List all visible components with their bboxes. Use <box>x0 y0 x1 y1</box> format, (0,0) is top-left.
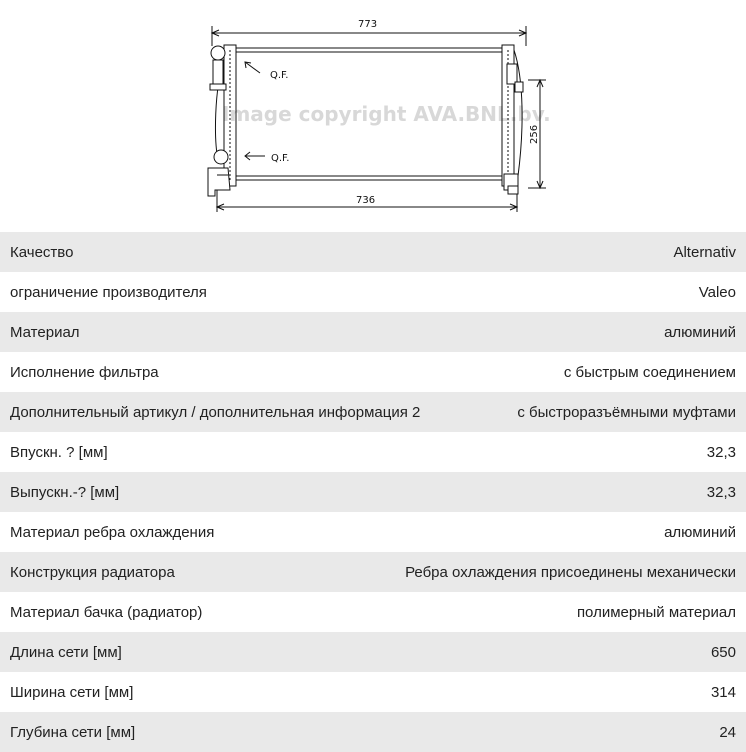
spec-row-inlet-diameter <box>0 432 746 472</box>
dimension-top-label: 773 <box>358 19 378 30</box>
right-connector-bottom <box>504 174 518 194</box>
spec-label: Качество <box>10 243 74 261</box>
spec-value: алюминий <box>664 323 736 341</box>
spec-value: 650 <box>710 643 736 661</box>
spec-label: Ширина сети [мм] <box>10 683 134 701</box>
spec-row-manufacturer-restriction <box>0 272 746 312</box>
spec-row-quality <box>0 232 746 272</box>
spec-value: Alternativ <box>673 243 736 261</box>
radiator-diagram <box>0 0 746 232</box>
spec-label: Длина сети [мм] <box>10 643 122 661</box>
spec-value: с быстрым соединением <box>563 363 736 381</box>
spec-label: Материал ребра охлаждения <box>10 523 215 541</box>
spec-value: 32,3 <box>706 443 736 461</box>
spec-row-core-depth <box>0 712 746 752</box>
qf-label-top: Q.F. <box>270 70 289 81</box>
spec-value: полимерный материал <box>576 603 736 621</box>
spec-value: 24 <box>719 723 736 741</box>
spec-row-fin-material <box>0 512 746 552</box>
spec-label: Впускн. ? [мм] <box>10 443 108 461</box>
spec-row-radiator-design <box>0 552 746 592</box>
radiator-drawing <box>0 0 746 232</box>
spec-value: 314 <box>710 683 736 701</box>
spec-row-outlet-diameter <box>0 472 746 512</box>
spec-row-additional-info <box>0 392 746 432</box>
spec-value: с быстроразъёмными муфтами <box>517 403 736 421</box>
spec-label: Исполнение фильтра <box>10 363 159 381</box>
spec-label: Материал <box>10 323 80 341</box>
spec-row-material <box>0 312 746 352</box>
spec-value: 32,3 <box>706 483 736 501</box>
dimension-side-label: 256 <box>529 124 540 144</box>
qf-arrow-bottom <box>245 152 265 160</box>
right-connector-top <box>507 64 523 92</box>
qf-label-bottom: Q.F. <box>271 153 290 164</box>
spec-row-tank-material <box>0 592 746 632</box>
spec-label: ограничение производителя <box>10 283 207 301</box>
spec-row-filter-design <box>0 352 746 392</box>
spec-label: Дополнительный артикул / дополнительная информация 2 <box>10 403 421 421</box>
dimension-bottom-label: 736 <box>356 195 376 206</box>
spec-label: Материал бачка (радиатор) <box>10 603 203 621</box>
spec-row-core-width <box>0 672 746 712</box>
watermark-text: Image copyright AVA.BNL.bv. <box>222 102 551 126</box>
left-pipe-bottom <box>208 150 230 196</box>
specifications-table <box>0 232 746 752</box>
spec-value: Ребра охлаждения присоединены механически <box>405 563 736 581</box>
qf-arrow-top <box>245 62 260 73</box>
spec-label: Глубина сети [мм] <box>10 723 136 741</box>
spec-label: Выпускн.-? [мм] <box>10 483 120 501</box>
spec-value: Valeo <box>698 283 736 301</box>
spec-row-core-length <box>0 632 746 672</box>
spec-value: алюминий <box>664 523 736 541</box>
spec-label: Конструкция радиатора <box>10 563 175 581</box>
